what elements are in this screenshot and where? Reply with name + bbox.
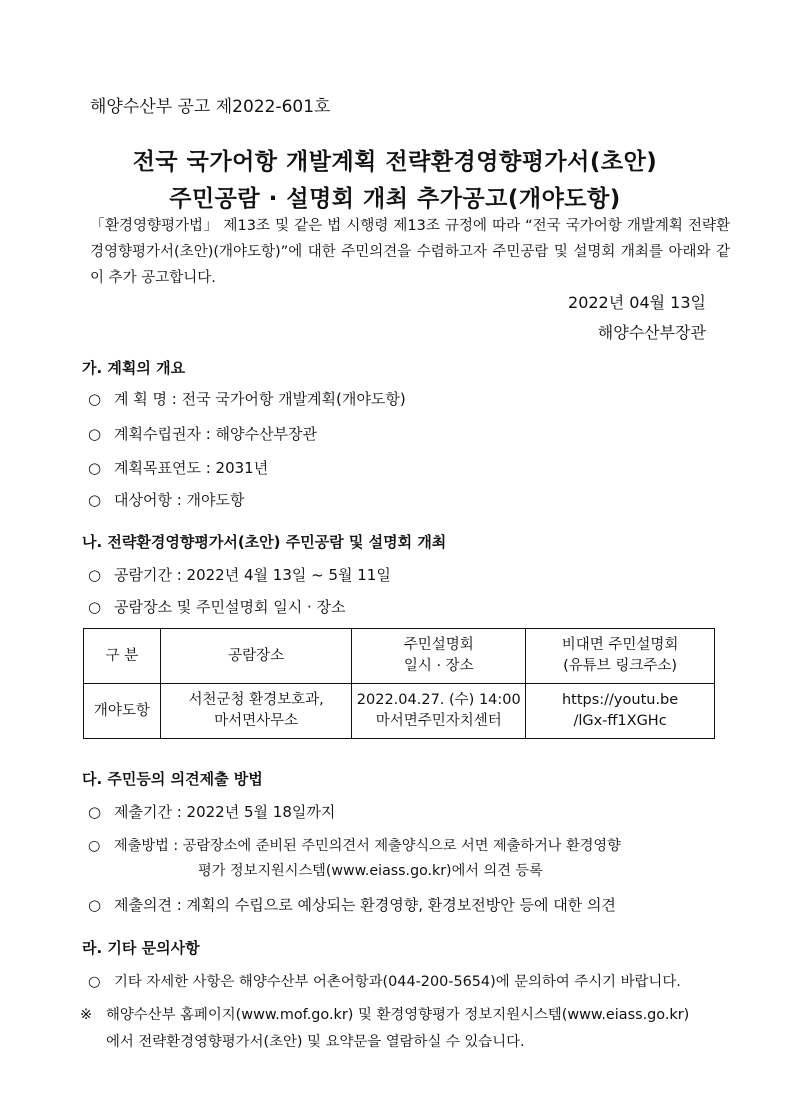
list-item-text: 계획수립권자 : 해양수산부장관 xyxy=(114,425,317,443)
list-item-text: 계획목표연도 : 2031년 xyxy=(114,459,269,477)
table-cell xyxy=(160,684,352,739)
circle-bullet-icon: ○ xyxy=(88,803,102,821)
circle-bullet-icon: ○ xyxy=(88,459,102,477)
list-item xyxy=(88,894,616,915)
list-item xyxy=(88,564,391,585)
section-ra-heading: 라. 기타 문의사항 xyxy=(82,939,200,957)
table-cell xyxy=(352,684,526,739)
table-row xyxy=(84,684,715,739)
section-ga-heading: 가. 계획의 개요 xyxy=(82,359,186,377)
cell-line: 마서면사무소 xyxy=(214,713,299,729)
note-item xyxy=(80,1003,689,1024)
circle-bullet-icon: ○ xyxy=(88,491,102,509)
section-da-heading: 다. 주민등의 의견제출 방법 xyxy=(82,770,263,788)
circle-bullet-icon: ○ xyxy=(88,390,102,408)
list-item-text: 제출방법 : 공람장소에 준비된 주민의견서 제출양식으로 서면 제출하거나 환경영향 xyxy=(114,838,621,854)
table-cell xyxy=(526,684,715,739)
list-item-continuation: 평가 정보지원시스템(www.eiass.go.kr)에서 의견 등록 xyxy=(198,863,543,879)
notice-date: 2022년 04월 13일 xyxy=(568,293,706,312)
list-item-text: 제출기간 : 2022년 5월 18일까지 xyxy=(114,803,336,821)
circle-bullet-icon: ○ xyxy=(88,896,102,914)
note-text: 해양수산부 홈페이지(www.mof.go.kr) 및 환경영향평가 정보지원시스템(www.eiass.go.kr) xyxy=(106,1007,690,1023)
list-item xyxy=(88,801,335,822)
table-cell: 개야도항 xyxy=(84,684,161,739)
list-item-text: 공람장소 및 주민설명회 일시 · 장소 xyxy=(114,598,346,616)
list-item-text: 제출의견 : 계획의 수립으로 예상되는 환경영향, 환경보전방안 등에 대한 의견 xyxy=(114,896,616,914)
venue-table xyxy=(83,628,715,739)
section-na-heading: 나. 전략환경영향평가서(초안) 주민공람 및 설명회 개최 xyxy=(82,533,447,551)
page-title-line1: 전국 국가어항 개발계획 전략환경영향평가서(초안) xyxy=(132,149,658,175)
page-title-line2: 주민공람 · 설명회 개최 추가공고(개야도항) xyxy=(169,186,621,212)
header-line: (유튜브 링크주소) xyxy=(563,658,678,674)
list-item xyxy=(88,596,345,617)
cell-line: 마서면주민자치센터 xyxy=(375,713,502,729)
youtube-link-line: /lGx-ff1XGHc xyxy=(573,713,667,729)
circle-bullet-icon: ○ xyxy=(88,425,102,443)
table-header-row xyxy=(84,629,715,684)
list-item xyxy=(88,423,317,444)
header-line: 주민설명회 xyxy=(403,637,474,653)
list-item xyxy=(88,388,406,409)
circle-bullet-icon: ○ xyxy=(88,566,102,584)
circle-bullet-icon: ○ xyxy=(88,598,102,616)
cell-line: 2022.04.27. (수) 14:00 xyxy=(356,692,521,708)
list-item xyxy=(88,457,268,478)
header-line: 일시 · 장소 xyxy=(403,658,474,674)
reference-mark-icon: ※ xyxy=(80,1007,93,1023)
list-item-text: 기타 자세한 사항은 해양수산부 어촌어항과(044-200-5654)에 문의하여 주시기 바랍니다. xyxy=(114,974,681,990)
list-item-text: 대상어항 : 개야도항 xyxy=(114,491,245,509)
circle-bullet-icon: ○ xyxy=(88,974,101,990)
table-header-cell xyxy=(526,629,715,684)
list-item xyxy=(88,489,245,510)
list-item xyxy=(88,970,681,991)
intro-paragraph: 「환경영향평가법」 제13조 및 같은 법 시행령 제13조 규정에 따라 “전국 국가어항 개발계획 전략환경영향평가서(초안)(개야도항)”에 대한 주민의견을 수렴하고자 주민공람 및 설명회 개최를 아래와 같이 추가 공고합니다. xyxy=(90,218,730,286)
table-header-cell: 구 분 xyxy=(84,629,161,684)
youtube-link-line: https://youtu.be xyxy=(561,692,679,708)
notice-issuer: 해양수산부장관 xyxy=(597,323,706,342)
cell-line: 서천군청 환경보호과, xyxy=(188,692,324,708)
list-item-text: 공람기간 : 2022년 4월 13일 ~ 5월 11일 xyxy=(114,566,391,584)
list-item xyxy=(88,835,621,855)
table-header-cell xyxy=(352,629,526,684)
list-item-text: 계 획 명 : 전국 국가어항 개발계획(개야도항) xyxy=(114,390,406,408)
circle-bullet-icon: ○ xyxy=(88,838,101,854)
note-continuation: 에서 전략환경영향평가서(초안) 및 요약문을 열람하실 수 있습니다. xyxy=(106,1034,525,1050)
header-line: 비대면 주민설명회 xyxy=(561,637,679,653)
notice-number: 해양수산부 공고 제2022-601호 xyxy=(90,97,331,117)
table-header-cell: 공람장소 xyxy=(160,629,352,684)
